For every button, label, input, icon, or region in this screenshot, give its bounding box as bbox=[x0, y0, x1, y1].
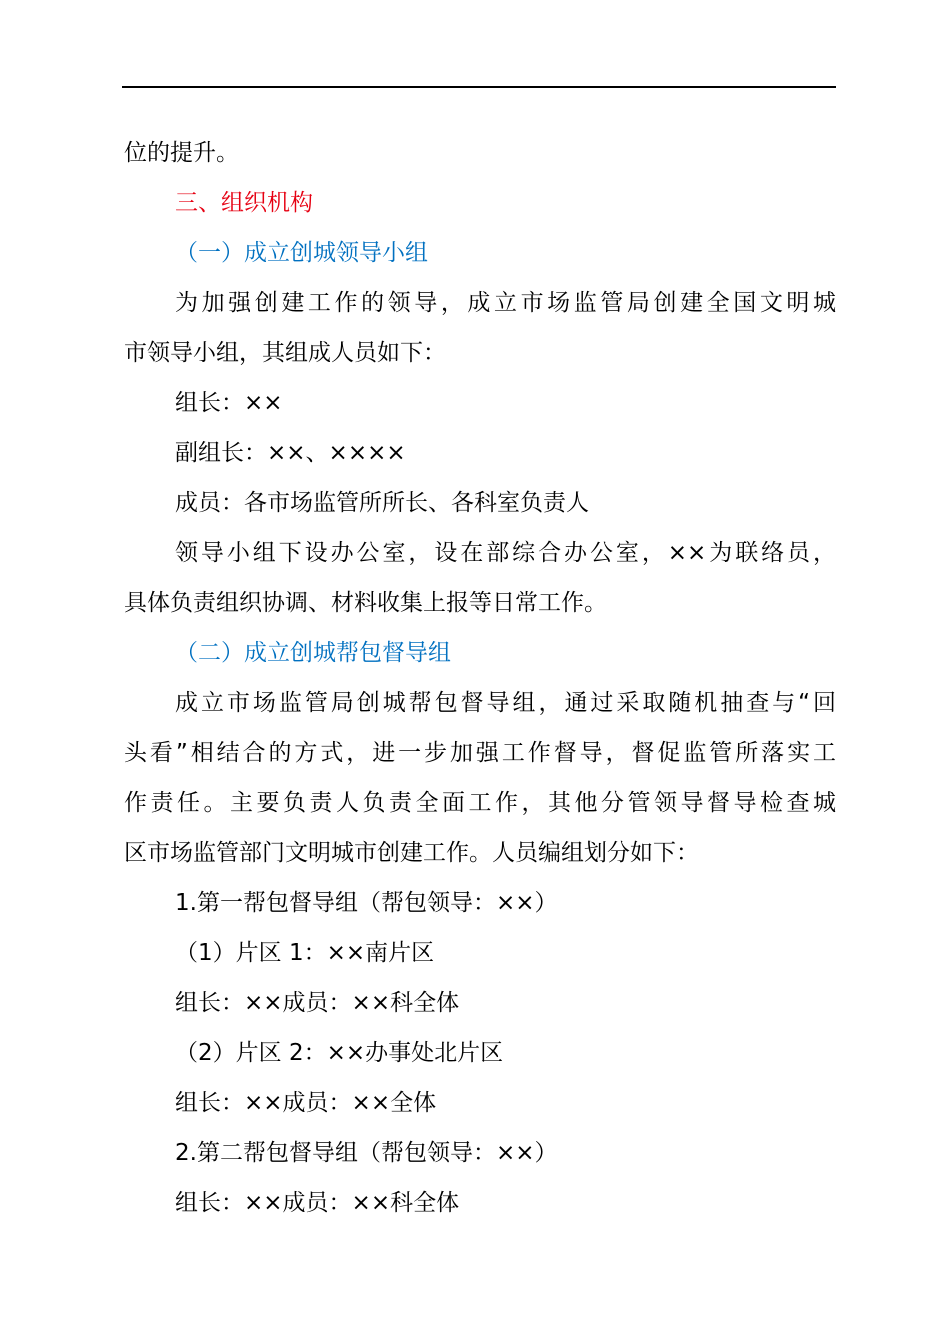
member-line: 组长：××成员：××全体 bbox=[175, 1090, 437, 1116]
document-body bbox=[124, 128, 836, 1228]
member-line: 组长：×× bbox=[175, 390, 283, 416]
area-line: （2）片区 2：××办事处北片区 bbox=[175, 1040, 504, 1066]
paragraph-line: 为加强创建工作的领导，成立市场监管局创建全国文明城 bbox=[175, 290, 836, 316]
group-heading: 1.第一帮包督导组（帮包领导：××） bbox=[175, 890, 558, 916]
header-rule bbox=[122, 86, 836, 88]
member-line: 成员：各市场监管所所长、各科室负责人 bbox=[175, 490, 589, 516]
section-heading: 三、组织机构 bbox=[175, 190, 313, 216]
area-line: （1）片区 1：××南片区 bbox=[175, 940, 435, 966]
member-line: 组长：××成员：××科全体 bbox=[175, 1190, 460, 1216]
text-line: 位的提升。 bbox=[124, 140, 239, 166]
paragraph-line: 领导小组下设办公室，设在部综合办公室，××为联络员， bbox=[175, 540, 836, 566]
group-heading: 2.第二帮包督导组（帮包领导：××） bbox=[175, 1140, 558, 1166]
subsection-heading: （二）成立创城帮包督导组 bbox=[175, 640, 451, 666]
paragraph-line: 成立市场监管局创城帮包督导组，通过采取随机抽查与“回 bbox=[175, 690, 836, 716]
paragraph-line: 区市场监管部门文明城市创建工作。人员编组划分如下： bbox=[124, 840, 699, 866]
paragraph-line: 作责任。主要负责人负责全面工作，其他分管领导督导检查城 bbox=[124, 790, 836, 816]
member-line: 副组长：××、×××× bbox=[175, 440, 406, 466]
paragraph-line: 头看”相结合的方式，进一步加强工作督导，督促监管所落实工 bbox=[124, 740, 836, 766]
paragraph-line: 市领导小组，其组成人员如下： bbox=[124, 340, 446, 366]
paragraph-line: 具体负责组织协调、材料收集上报等日常工作。 bbox=[124, 590, 607, 616]
subsection-heading: （一）成立创城领导小组 bbox=[175, 240, 428, 266]
member-line: 组长：××成员：××科全体 bbox=[175, 990, 460, 1016]
